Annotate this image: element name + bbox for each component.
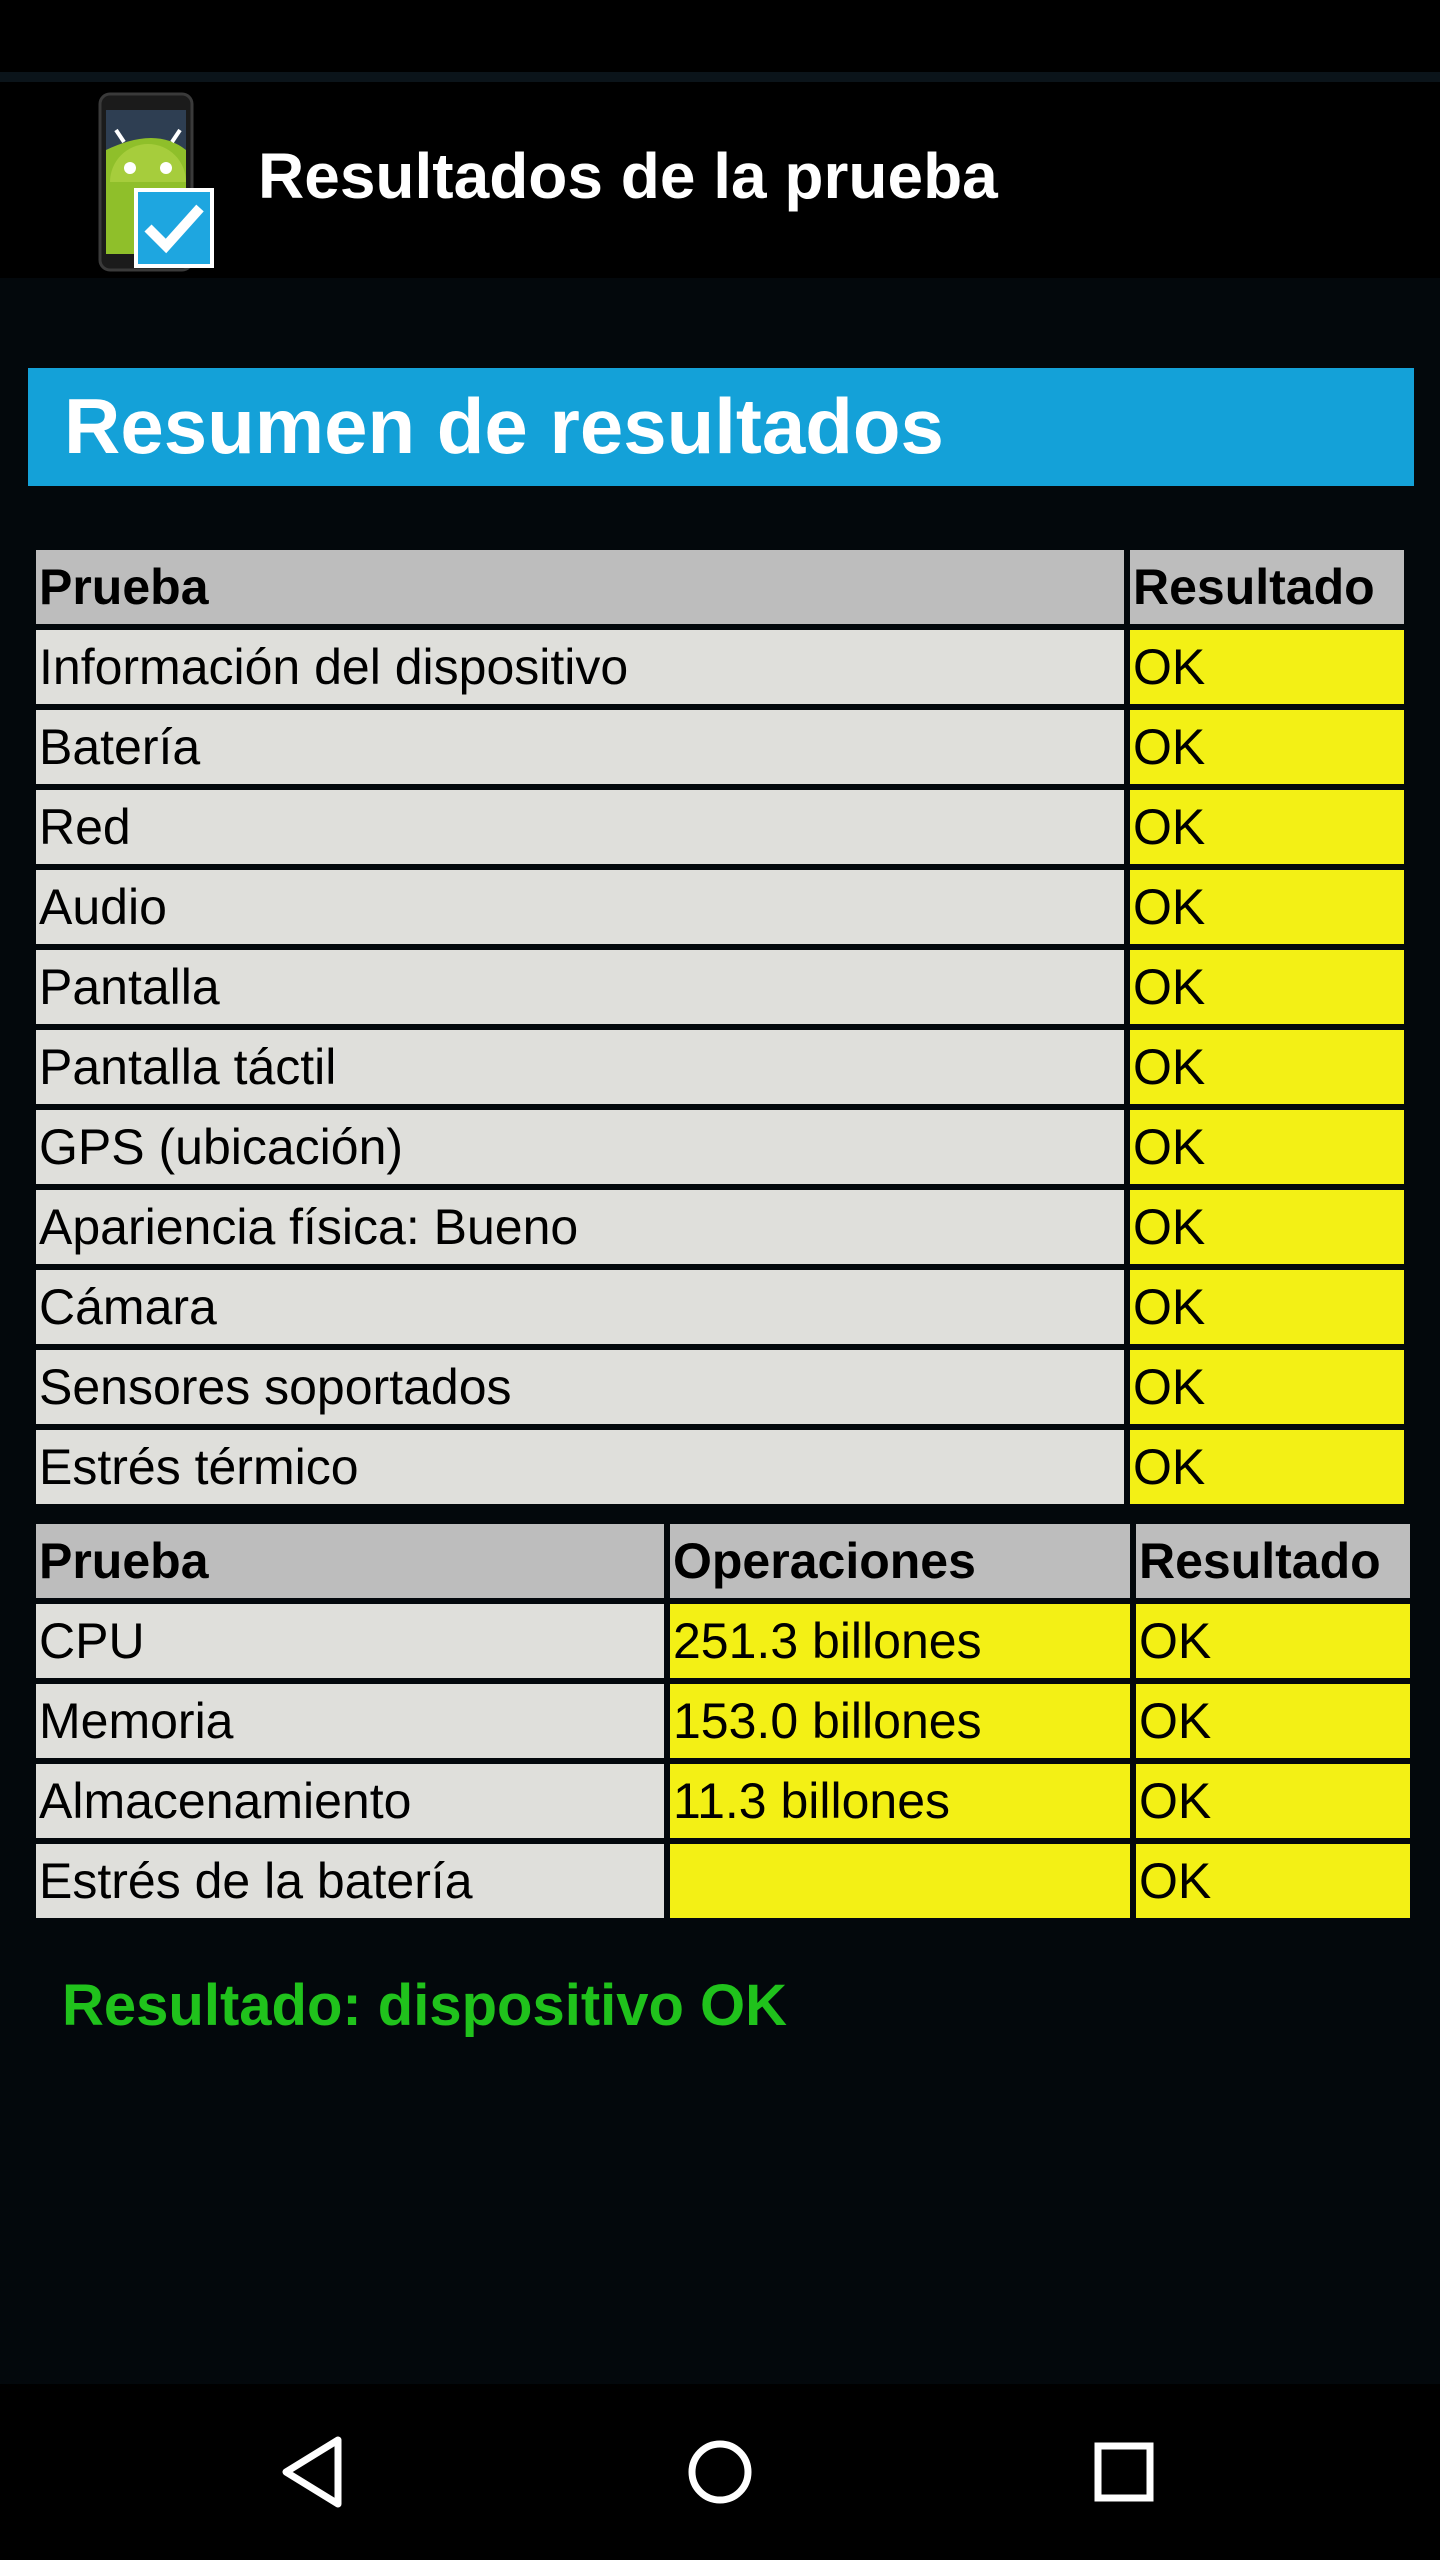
table-header-row: [36, 1524, 1410, 1598]
table-row: [36, 630, 1404, 704]
result-cell: OK: [1136, 1604, 1410, 1678]
operations-cell: 153.0 billones: [670, 1684, 1130, 1758]
test-name-cell: Estrés térmico: [36, 1430, 1124, 1504]
result-cell: OK: [1136, 1764, 1410, 1838]
header-cell-test: Prueba: [36, 1524, 664, 1598]
android-checklist-app-icon: [96, 90, 214, 276]
test-name-cell: Sensores soportados: [36, 1350, 1124, 1424]
operations-cell: [670, 1844, 1130, 1918]
result-cell: OK: [1130, 630, 1404, 704]
header-cell-result: Resultado: [1130, 550, 1404, 624]
test-name-cell: Batería: [36, 710, 1124, 784]
result-cell: OK: [1130, 1270, 1404, 1344]
operations-cell: 11.3 billones: [670, 1764, 1130, 1838]
result-cell: OK: [1130, 1110, 1404, 1184]
table-row: [36, 710, 1404, 784]
table-row: [36, 1764, 1410, 1838]
status-divider: [0, 72, 1440, 82]
table-row: [36, 1684, 1410, 1758]
test-name-cell: Pantalla táctil: [36, 1030, 1124, 1104]
test-name-cell: Estrés de la batería: [36, 1844, 664, 1918]
header-cell-test: Prueba: [36, 550, 1124, 624]
test-name-cell: Cámara: [36, 1270, 1124, 1344]
table-row: [36, 1604, 1410, 1678]
page-title: Resultados de la prueba: [258, 140, 998, 212]
table-row: [36, 1430, 1404, 1504]
result-cell: OK: [1136, 1684, 1410, 1758]
navigation-bar: [0, 2384, 1440, 2560]
result-cell: OK: [1130, 790, 1404, 864]
result-cell: OK: [1130, 710, 1404, 784]
operations-cell: 251.3 billones: [670, 1604, 1130, 1678]
table-row: [36, 1270, 1404, 1344]
test-name-cell: Pantalla: [36, 950, 1124, 1024]
test-name-cell: Información del dispositivo: [36, 630, 1124, 704]
test-name-cell: GPS (ubicación): [36, 1110, 1124, 1184]
result-cell: OK: [1130, 1430, 1404, 1504]
table-row: [36, 1030, 1404, 1104]
summary-title: Resumen de resultados: [64, 382, 944, 470]
results-table: [30, 544, 1410, 1510]
result-cell: OK: [1130, 950, 1404, 1024]
home-circle-icon[interactable]: [672, 2424, 768, 2520]
table-row: [36, 950, 1404, 1024]
status-bar: [0, 0, 1440, 72]
table-row: [36, 790, 1404, 864]
table-row: [36, 1350, 1404, 1424]
table-row: [36, 1844, 1410, 1918]
table-row: [36, 1190, 1404, 1264]
table-header-row: [36, 550, 1404, 624]
test-name-cell: Memoria: [36, 1684, 664, 1758]
header-cell-operations: Operaciones: [670, 1524, 1130, 1598]
table-row: [36, 1110, 1404, 1184]
header-cell-result: Resultado: [1136, 1524, 1410, 1598]
back-triangle-icon[interactable]: [268, 2424, 364, 2520]
test-name-cell: Apariencia física: Bueno: [36, 1190, 1124, 1264]
summary-banner: [28, 368, 1414, 486]
app-bar: [0, 82, 1440, 278]
benchmark-table: [30, 1518, 1416, 1924]
test-name-cell: CPU: [36, 1604, 664, 1678]
result-cell: OK: [1130, 1190, 1404, 1264]
result-cell: OK: [1136, 1844, 1410, 1918]
result-cell: OK: [1130, 870, 1404, 944]
table-row: [36, 870, 1404, 944]
test-name-cell: Audio: [36, 870, 1124, 944]
result-cell: OK: [1130, 1030, 1404, 1104]
overall-result: Resultado: dispositivo OK: [62, 1973, 788, 2038]
result-cell: OK: [1130, 1350, 1404, 1424]
recents-square-icon[interactable]: [1076, 2424, 1172, 2520]
test-name-cell: Red: [36, 790, 1124, 864]
test-name-cell: Almacenamiento: [36, 1764, 664, 1838]
